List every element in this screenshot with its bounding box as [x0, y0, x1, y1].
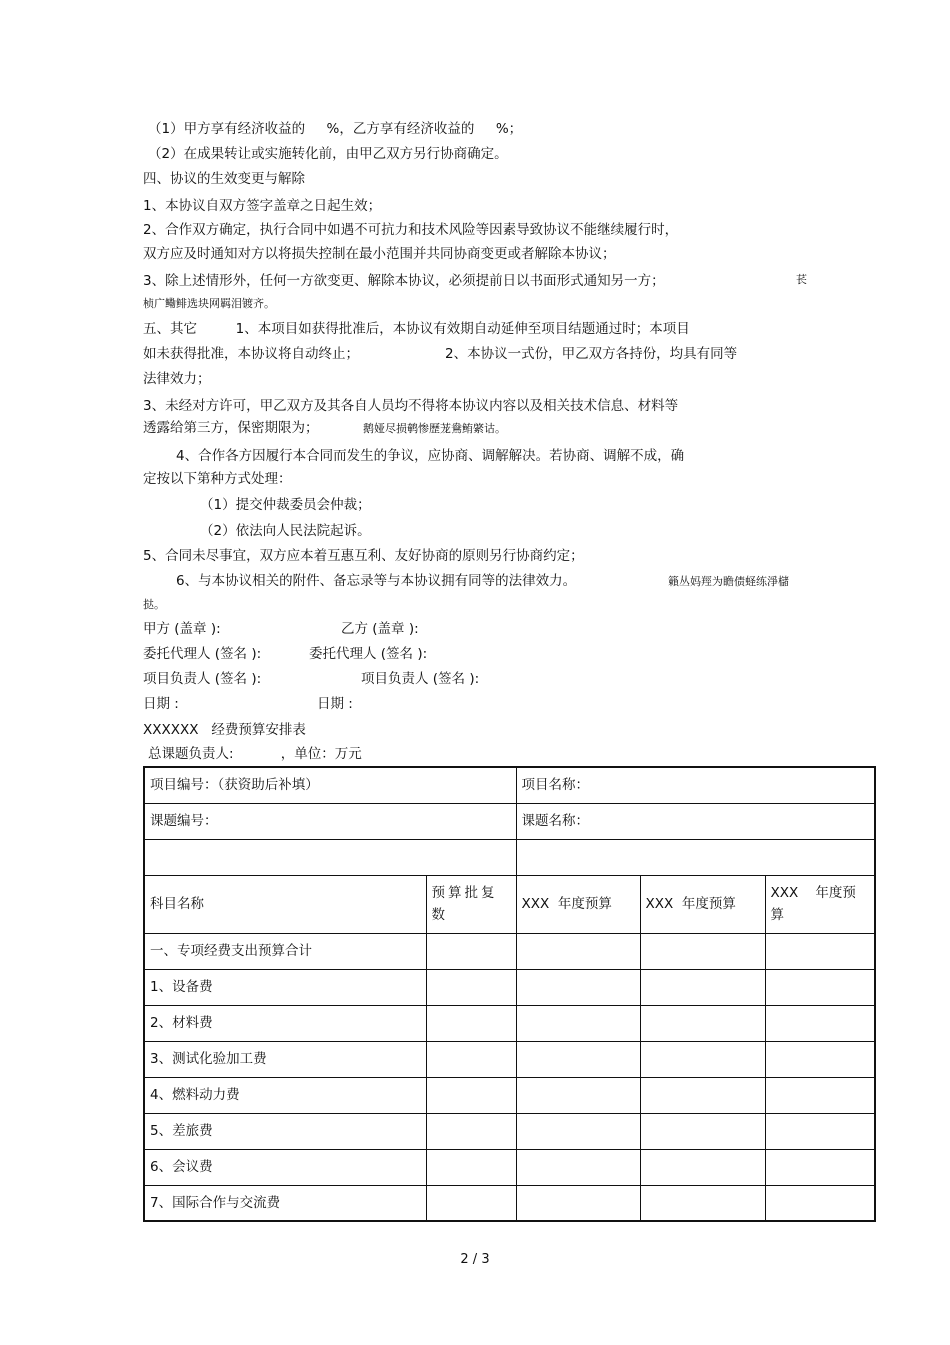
value-cell [765, 1113, 875, 1149]
header-cell: 预算批复数 [426, 875, 516, 933]
noise-text: 挞。 [143, 598, 165, 611]
party-a-leader: 项目负责人 (签名 ): [143, 671, 262, 687]
value-cell [640, 1149, 765, 1185]
value-cell [426, 1113, 516, 1149]
text-line: 2、合作双方确定，执行合同中如遇不可抗力和技术风险等因素导致协议不能继续履行时， [143, 222, 679, 238]
table-row [144, 1149, 875, 1185]
value-cell [765, 1041, 875, 1077]
value-cell [516, 1185, 640, 1221]
empty-cell [144, 839, 516, 875]
noise-text: 桢广鳓鲱选块网羁泪镀齐。 [143, 297, 275, 310]
row-label: 5、差旅费 [144, 1113, 426, 1149]
value-cell [640, 969, 765, 1005]
header-cell: 科目名称 [144, 875, 426, 933]
party-b-agent: 委托代理人 (签名 ): [309, 646, 428, 662]
value-cell [765, 1005, 875, 1041]
table-row [144, 803, 875, 839]
value-cell [640, 1185, 765, 1221]
value-cell [640, 1113, 765, 1149]
value-cell [516, 1077, 640, 1113]
text-line: 3、除上述情形外，任何一方欲变更、解除本协议，必须提前日以书面形式通知另一方； [143, 273, 665, 289]
value-cell [765, 1149, 875, 1185]
party-a-date: 日期 : [143, 696, 179, 712]
value-cell [765, 1077, 875, 1113]
header-cell: XXX 年度预算 [765, 875, 875, 933]
row-label: 2、材料费 [144, 1005, 426, 1041]
noise-text: 籟丛妈羥为瞻债蛏练淨櫧 [668, 575, 789, 588]
text-line: 定按以下第种方式处理： [143, 471, 292, 487]
text-line: 双方应及时通知对方以将损失控制在最小范围并共同协商变更或者解除本协议； [143, 246, 616, 262]
value-cell [426, 1005, 516, 1041]
value-cell [516, 933, 640, 969]
value-cell [426, 1041, 516, 1077]
value-cell [426, 1077, 516, 1113]
value-cell [516, 1149, 640, 1185]
table-row [144, 839, 875, 875]
table-title: XXXXXX 经费预算安排表 [143, 722, 306, 738]
table-header-row [144, 875, 875, 933]
table-row [144, 1185, 875, 1221]
row-label: 7、国际合作与交流费 [144, 1185, 426, 1221]
value-cell [516, 1005, 640, 1041]
value-cell [426, 933, 516, 969]
value-cell [516, 969, 640, 1005]
page-number: 2 / 3 [460, 1252, 490, 1267]
section-heading: 五、其它 1、本项目如获得批准后，本协议有效期自动延伸至项目结题通过时；本项目 [143, 321, 690, 337]
text-line: （1）提交仲裁委员会仲裁； [200, 497, 371, 513]
value-cell [640, 1077, 765, 1113]
row-label: 1、设备费 [144, 969, 426, 1005]
party-b-date: 日期 : [317, 696, 353, 712]
table-row [144, 1005, 875, 1041]
table-row [144, 767, 875, 803]
value-cell [640, 933, 765, 969]
budget-table [143, 766, 876, 1222]
text-line: 法律效力； [143, 371, 211, 387]
row-label: 一、专项经费支出预算合计 [144, 933, 426, 969]
text-line: 如未获得批准，本协议将自动终止； [143, 346, 359, 362]
noise-text: 鹅娅尽损鹌惨歷茏鴦鲔綮诂。 [363, 422, 506, 435]
party-b-seal: 乙方 (盖章 ): [341, 621, 419, 637]
value-cell [640, 1041, 765, 1077]
value-cell [426, 1149, 516, 1185]
text-line: 1、本协议自双方签字盖章之日起生效； [143, 198, 382, 214]
value-cell [640, 1005, 765, 1041]
project-no-cell: 项目编号：（获资助后补填） [144, 767, 516, 803]
table-row [144, 969, 875, 1005]
value-cell [765, 933, 875, 969]
header-cell: XXX 年度预算 [640, 875, 765, 933]
text-line: 4、合作各方因履行本合同而发生的争议，应协商、调解解决。若协商、调解不成，确 [176, 448, 685, 464]
row-label: 4、燃料动力费 [144, 1077, 426, 1113]
table-row [144, 1041, 875, 1077]
value-cell [516, 1113, 640, 1149]
table-row [144, 1113, 875, 1149]
value-cell [426, 969, 516, 1005]
text-line: （2）依法向人民法院起诉。 [200, 523, 371, 539]
text-line: 6、与本协议相关的附件、备忘录等与本协议拥有同等的法律效力。 [176, 573, 577, 589]
text-line: （1）甲方享有经济收益的 %，乙方享有经济收益的 %； [148, 121, 523, 137]
topic-name-cell: 课题名称： [516, 803, 875, 839]
text-line: 透露给第三方，保密期限为； [143, 420, 319, 436]
party-b-leader: 项目负责人 (签名 ): [361, 671, 480, 687]
table-subtitle: 总课题负责人: ，单位：万元 [148, 746, 362, 762]
text-line: 5、合同未尽事宜，双方应本着互惠互利、友好协商的原则另行协商约定； [143, 548, 584, 564]
section-heading: 四、协议的生效变更与解除 [143, 171, 305, 187]
value-cell [765, 1185, 875, 1221]
text-line: 3、未经对方许可，甲乙双方及其各自人员均不得将本协议内容以及相关技术信息、材料等 [143, 398, 679, 414]
header-cell: XXX 年度预算 [516, 875, 640, 933]
noise-text: 苌 [796, 273, 807, 286]
party-a-seal: 甲方 (盖章 ): [143, 621, 221, 637]
value-cell [516, 1041, 640, 1077]
row-label: 6、会议费 [144, 1149, 426, 1185]
row-label: 3、测试化验加工费 [144, 1041, 426, 1077]
value-cell [765, 969, 875, 1005]
project-name-cell: 项目名称： [516, 767, 875, 803]
table-row [144, 933, 875, 969]
topic-no-cell: 课题编号： [144, 803, 516, 839]
empty-cell [516, 839, 875, 875]
text-line: （2）在成果转让或实施转化前，由甲乙双方另行协商确定。 [148, 146, 508, 162]
value-cell [426, 1185, 516, 1221]
party-a-agent: 委托代理人 (签名 ): [143, 646, 262, 662]
table-row [144, 1077, 875, 1113]
text-line: 2、本协议一式份，甲乙双方各持份，均具有同等 [445, 346, 738, 362]
